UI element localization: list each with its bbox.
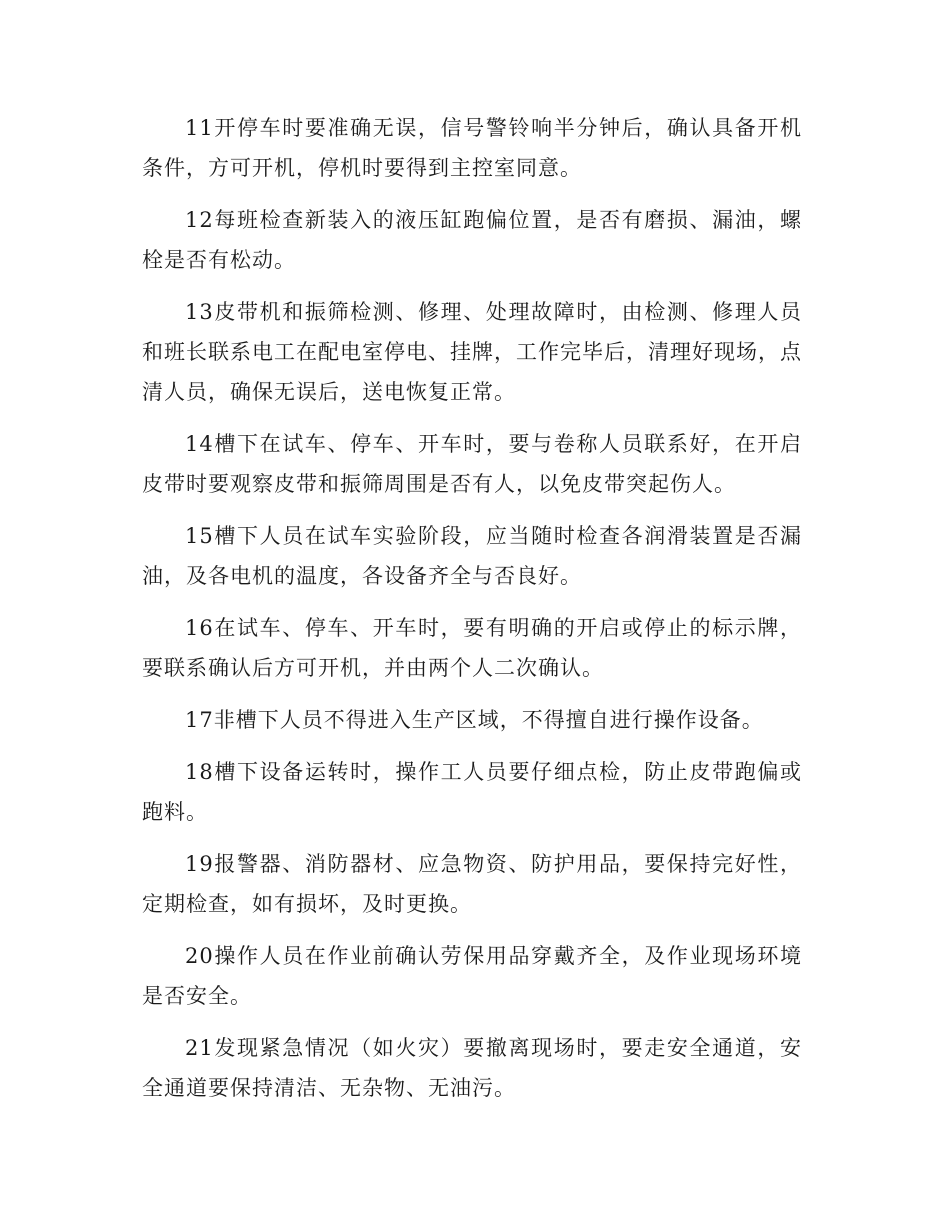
paragraph-14: 14槽下在试车、停车、开车时，要与卷称人员联系好，在开启皮带时要观察皮带和振筛周围是否有人，以免皮带突起伤人。 [142,432,802,496]
paragraph-20: 20操作人员在作业前确认劳保用品穿戴齐全，及作业现场环境是否安全。 [142,944,802,1008]
paragraph-13: 13皮带机和振筛检测、修理、处理故障时，由检测、修理人员和班长联系电工在配电室停电、挂牌，工作完毕后，清理好现场，点清人员，确保无误后，送电恢复正常。 [142,300,802,404]
paragraph-15: 15槽下人员在试车实验阶段，应当随时检查各润滑装置是否漏油，及各电机的温度，各设备齐全与否良好。 [142,524,802,588]
paragraph-21: 21发现紧急情况（如火灾）要撤离现场时，要走安全通道，安全通道要保持清洁、无杂物、无油污。 [142,1036,802,1100]
paragraph-18: 18槽下设备运转时，操作工人员要仔细点检，防止皮带跑偏或跑料。 [142,760,802,824]
paragraph-19: 19报警器、消防器材、应急物资、防护用品，要保持完好性，定期检查，如有损坏，及时更换。 [142,852,802,916]
paragraph-12: 12每班检查新装入的液压缸跑偏位置，是否有磨损、漏油，螺栓是否有松动。 [142,208,802,272]
document-body [142,108,802,1120]
paragraph-11: 11开停车时要准确无误，信号警铃响半分钟后，确认具备开机条件，方可开机，停机时要得到主控室同意。 [142,116,802,180]
paragraph-17: 17非槽下人员不得进入生产区域，不得擅自进行操作设备。 [185,708,764,732]
paragraph-16: 16在试车、停车、开车时，要有明确的开启或停止的标示牌，要联系确认后方可开机，并由两个人二次确认。 [142,616,802,680]
